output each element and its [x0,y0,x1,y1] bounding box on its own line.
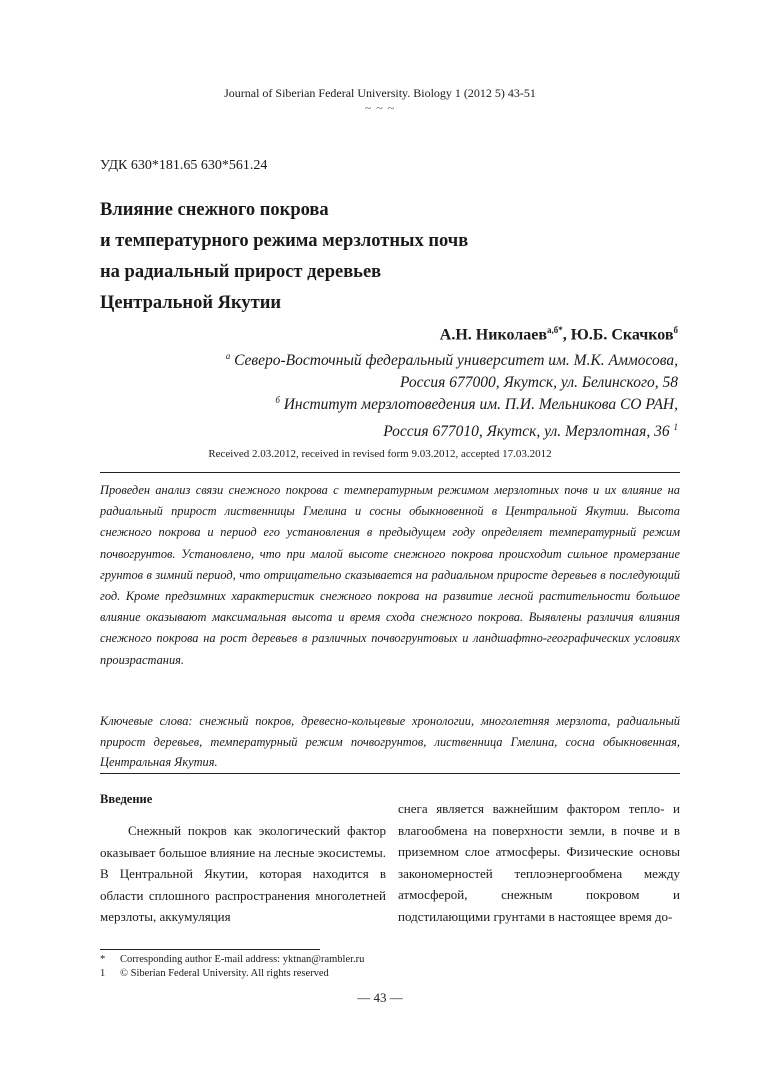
footnote-rule [100,949,320,950]
footnote-text: Corresponding author E-mail address: yktnan@rambler.ru [120,954,365,965]
affil-line: Россия 677000, Якутск, ул. Белинского, 58 [399,374,678,392]
udk-code: УДК 630*181.65 630*561.24 [100,158,268,173]
journal-header: Journal of Siberian Federal University. Biology 1 (2012 5) 43-51 [224,86,536,100]
affil-footnote-mark: 1 [673,422,678,433]
received-dates: Received 2.03.2012, received in revised form 9.03.2012, accepted 17.03.2012 [208,448,552,460]
affil-mark: а [225,351,231,361]
authors [440,325,678,344]
body-column-right: снега является важнейшим фактором тепло- и влагообмена на поверхности земли, в почве и в приземном слое атмосферы. Физические основы закономерностей теплоэнергообмена между атмосферой, снежным покровом и подстилающими грунтами в настоящее время до- [398,801,680,924]
section-heading: Введение [100,792,153,806]
footnote [100,953,364,967]
affil-line: Северо-Восточный федеральный университет им. М.К. Аммосова, [234,352,678,370]
author-name: А.Н. Николаев [439,326,547,344]
footnote-text: © Siberian Federal University. All rights reserved [120,968,329,979]
abstract: Проведен анализ связи снежного покрова с температурным режимом мерзлотных почв и их влияние на радиальный прирост лиственницы Гмелина и сосны обыкновенной в Центральной Якутии. Высота снежного покрова и период его установления в предыдущем году определяет температурный режим почвогрунтов. Установлено, что при малой высоте снежного покрова происходит сильное промерзание грунтов в зимний период, что отрицательно сказывается на радиальном приросте деревьев в последующий год. Кроме предзимних характеристик снежного покрова на развитие лесной растительности большое влияние оказывают максимальная высота и время схода снежного покрова. Выявлены различия влияния снежного покрова на рост деревьев в различных почвогрунтовых и ландшафтно-географических условиях произрастания. [100,483,680,667]
author-name: Ю.Б. Скачков [570,326,674,344]
rule-top [100,472,680,473]
affil-line: Институт мерзлотоведения им. П.И. Мельникова СО РАН, [283,396,678,414]
body-column-left: Снежный покров как экологический фактор оказывает большое влияние на лесные экосистемы. В Центральной Якутии, которая находится в области сплошного распространения многолетней мерзлоты, аккумуляция [100,823,386,924]
affiliation [226,345,678,394]
author-affil-mark: а,б* [546,325,563,335]
rule-bottom [100,773,680,774]
author-affil-mark: б [673,325,678,335]
affiliation [275,389,678,443]
affil-line: Россия 677010, Якутск, ул. Мерзлотная, 36 [383,423,670,441]
title-line: Влияние снежного покрова [100,200,329,220]
footnote [100,967,329,981]
footnote-mark: * [100,954,106,965]
header-ornament: ~ ~ ~ [364,101,396,115]
footnote-mark: 1 [100,968,106,979]
title-line: на радиальный прирост деревьев [100,262,382,282]
keywords: Ключевые слова: снежный покров, древесно-кольцевые хронологии, многолетняя мерзлота, радиальный прирост деревьев, температурный режим почвогрунтов, лиственница Гмелина, сосна обыкновенная, Центральная Якутия. [100,714,680,769]
title-line: Центральной Якутии [100,293,282,313]
affil-mark: б [275,395,280,405]
title-line: и температурного режима мерзлотных почв [100,231,469,251]
page-number: — 43 — [357,990,403,1005]
author-separator: , [562,326,571,344]
article-title [100,195,660,319]
